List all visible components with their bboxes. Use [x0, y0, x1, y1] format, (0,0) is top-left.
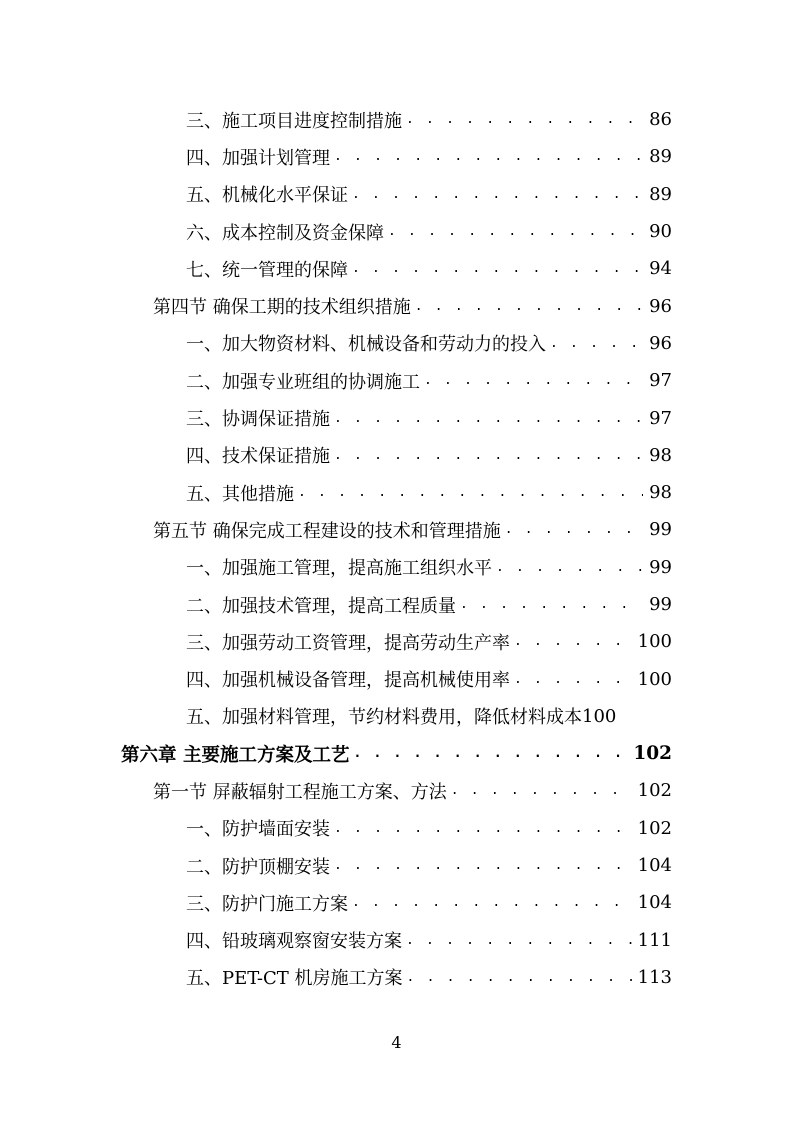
dot-leader	[352, 261, 643, 276]
toc-entry	[0, 287, 793, 324]
toc-entry-page: 99	[649, 556, 672, 578]
toc-entry-title: 四、技术保证措施	[186, 446, 330, 468]
toc-entry-page: 97	[649, 407, 672, 429]
toc-entry-title: 一、加大物资材料、机械设备和劳动力的投入	[186, 334, 546, 356]
toc-entry-page: 86	[649, 109, 672, 131]
toc-entry	[0, 437, 793, 474]
toc-entry	[0, 138, 793, 175]
toc-entry	[0, 847, 793, 884]
toc-entry	[0, 660, 793, 697]
toc-entry	[0, 549, 793, 586]
dot-leader	[334, 858, 632, 873]
toc-entry-title: 五、其他措施	[186, 483, 294, 505]
toc-entry-page: 99	[649, 519, 672, 541]
dot-leader	[550, 336, 643, 351]
toc-entry-page: 102	[637, 817, 672, 839]
toc-entry	[0, 623, 793, 660]
toc-entry	[0, 698, 793, 735]
toc-entry	[0, 810, 793, 847]
toc-entry-page: 89	[649, 183, 672, 205]
toc-entry	[0, 884, 793, 921]
toc-entry-page: 111	[637, 929, 672, 951]
toc-entry-page: 90	[649, 221, 672, 243]
toc-entry-title: 第四节 确保工期的技术组织措施	[153, 297, 411, 319]
toc-entry	[0, 101, 793, 138]
dot-leader	[334, 821, 632, 836]
toc-entry-page: 98	[649, 444, 672, 466]
toc-entry-title: 四、铅玻璃观察窗安装方案	[186, 931, 402, 953]
table-of-contents	[0, 101, 793, 996]
dot-leader	[460, 597, 643, 612]
toc-entry-page: 96	[649, 332, 672, 354]
toc-entry-page: 100	[582, 705, 617, 727]
toc-entry-title: 二、防护顶棚安装	[186, 856, 330, 878]
dot-leader	[352, 187, 643, 202]
toc-entry	[0, 250, 793, 287]
toc-entry	[0, 474, 793, 511]
dot-leader	[406, 933, 632, 948]
toc-entry-title: 五、PET-CT 机房施工方案	[186, 968, 403, 990]
dot-leader	[415, 299, 643, 314]
toc-entry	[0, 325, 793, 362]
toc-entry-title: 第六章 主要施工方案及工艺	[121, 744, 350, 766]
toc-entry-page: 94	[649, 258, 672, 280]
dot-leader	[334, 149, 643, 164]
toc-entry	[0, 362, 793, 399]
toc-entry	[0, 586, 793, 623]
toc-entry-page: 97	[649, 370, 672, 392]
toc-entry-page: 99	[649, 594, 672, 615]
toc-entry-page: 96	[649, 295, 672, 317]
dot-leader	[514, 672, 632, 687]
toc-entry-title: 第五节 确保完成工程建设的技术和管理措施	[153, 520, 501, 542]
toc-entry-title: 一、加强施工管理，提高施工组织水平	[186, 558, 492, 580]
toc-entry-title: 四、加强计划管理	[186, 147, 330, 169]
dot-leader	[353, 746, 627, 761]
toc-entry	[0, 399, 793, 436]
toc-entry-title: 三、施工项目进度控制措施	[186, 110, 402, 132]
dot-leader	[334, 448, 643, 463]
dot-leader	[496, 560, 643, 575]
toc-entry-title: 三、加强劳动工资管理，提高劳动生产率	[186, 632, 510, 654]
toc-entry-page: 89	[649, 146, 672, 168]
toc-entry	[0, 772, 793, 809]
toc-entry-page: 113	[637, 966, 672, 988]
toc-entry-title: 五、机械化水平保证	[186, 185, 348, 207]
dot-leader	[505, 522, 643, 537]
dot-leader	[514, 634, 632, 649]
toc-entry-title: 第一节 屏蔽辐射工程施工方案、方法	[153, 781, 447, 803]
toc-entry-title: 三、防护门施工方案	[186, 893, 348, 915]
toc-entry	[0, 511, 793, 548]
toc-entry	[0, 213, 793, 250]
toc-entry-page: 100	[637, 668, 672, 690]
toc-entry-page: 100	[637, 631, 672, 653]
dot-leader	[451, 783, 632, 798]
dot-leader	[406, 112, 643, 127]
toc-entry-title: 二、加强技术管理，提高工程质量	[186, 595, 456, 617]
toc-entry-page: 104	[637, 892, 672, 914]
toc-entry-title: 二、加强专业班组的协调施工	[186, 371, 420, 393]
toc-entry-title: 一、防护墙面安装	[186, 819, 330, 841]
dot-leader	[407, 970, 632, 985]
page-number: 4	[391, 1033, 402, 1052]
toc-entry	[0, 176, 793, 213]
toc-entry	[0, 735, 793, 772]
toc-entry-page: 104	[637, 855, 672, 877]
dot-leader	[352, 895, 632, 910]
toc-entry	[0, 922, 793, 959]
dot-leader	[334, 411, 643, 426]
toc-entry-title: 五、加强材料管理，节约材料费用，降低材料成本	[186, 707, 582, 729]
toc-entry-page: 98	[649, 482, 672, 504]
toc-entry	[0, 959, 793, 996]
toc-entry-page: 102	[637, 780, 672, 802]
dot-leader	[424, 373, 643, 388]
toc-entry-title: 六、成本控制及资金保障	[186, 222, 384, 244]
toc-entry-title: 三、协调保证措施	[186, 409, 330, 431]
dot-leader	[298, 485, 643, 500]
toc-entry-title: 四、加强机械设备管理，提高机械使用率	[186, 670, 510, 692]
toc-entry-page: 102	[633, 743, 672, 765]
dot-leader	[388, 224, 643, 239]
toc-entry-title: 七、统一管理的保障	[186, 259, 348, 281]
